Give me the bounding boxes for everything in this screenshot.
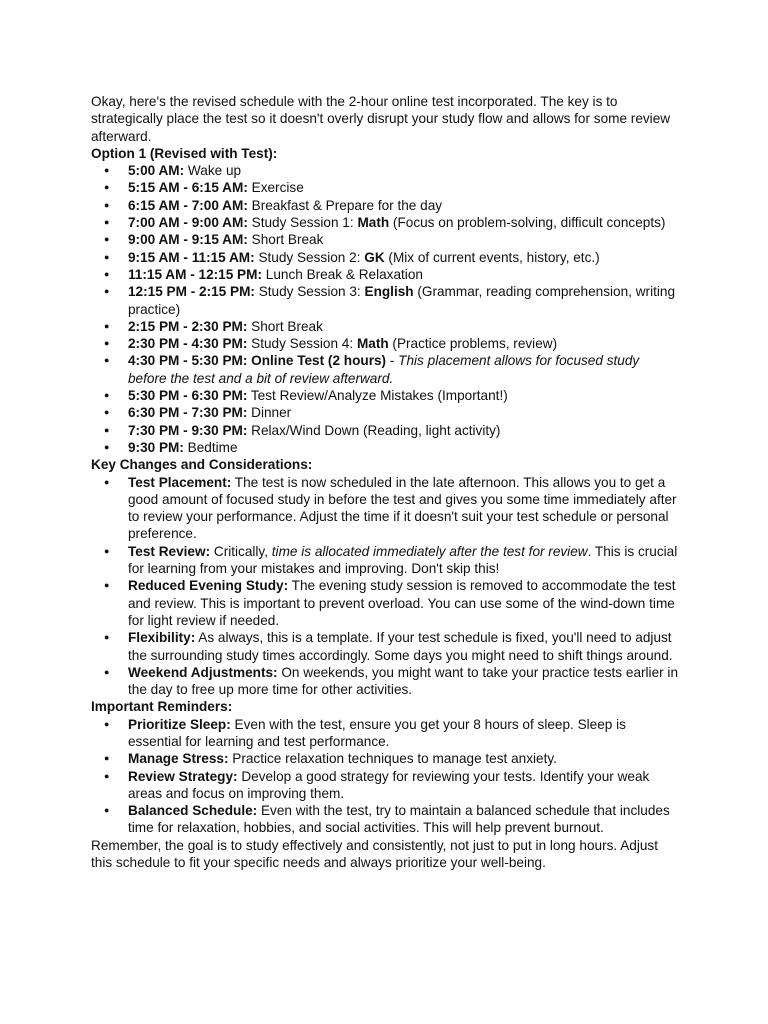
schedule-item-text: - <box>386 353 399 369</box>
reminders-list <box>91 716 681 837</box>
schedule-item-text: Math <box>356 336 389 352</box>
schedule-item-text: Lunch Break & Relaxation <box>261 266 423 282</box>
schedule-item <box>128 249 681 266</box>
change-item-text: Critically, <box>210 543 272 559</box>
schedule-item-text: Bedtime <box>183 439 238 455</box>
change-item-label: Flexibility: <box>128 630 196 646</box>
schedule-item-text: Wake up <box>184 163 242 179</box>
change-item-label: Test Placement: <box>128 474 232 490</box>
schedule-item-label: 4:30 PM - 5:30 PM: <box>128 353 248 369</box>
schedule-item-label: 2:15 PM - 2:30 PM: <box>128 318 248 334</box>
schedule-item-label: 6:30 PM - 7:30 PM: <box>128 405 248 421</box>
schedule-item-text: Dinner <box>247 405 292 421</box>
change-item-label: Reduced Evening Study: <box>128 578 289 594</box>
schedule-item <box>128 214 681 231</box>
schedule-item-label: 11:15 AM - 12:15 PM: <box>128 266 262 282</box>
schedule-item <box>128 352 681 387</box>
reminder-item-text: Even with the test, ensure you get your 8 hours of sleep. Sleep is essential for learning and test performance. <box>128 716 626 749</box>
schedule-item-label: 9:30 PM: <box>128 439 184 455</box>
schedule-item-text: Short Break <box>247 318 323 334</box>
reminder-item-label: Balanced Schedule: <box>128 803 258 819</box>
schedule-item-label: 7:00 AM - 9:00 AM: <box>128 215 248 231</box>
schedule-item <box>128 439 681 456</box>
schedule-item-label: 9:00 AM - 9:15 AM: <box>128 232 248 248</box>
reminder-item <box>128 768 681 803</box>
schedule-item <box>128 231 681 248</box>
change-item <box>128 543 681 578</box>
schedule-item-text: Test Review/Analyze Mistakes (Important!) <box>247 388 508 404</box>
schedule-item-text: This placement allows for focused study before the test and a bit of review afterward. <box>128 353 640 386</box>
schedule-item-text: Breakfast & Prepare for the day <box>247 197 443 213</box>
change-item <box>128 577 681 629</box>
schedule-item-text: (Practice problems, review) <box>388 336 558 352</box>
reminder-item-label: Manage Stress: <box>128 751 229 767</box>
reminder-item <box>128 750 681 767</box>
change-item <box>128 474 681 543</box>
change-item-text: time is allocated immediately after the test for review <box>271 543 588 559</box>
schedule-item-label: 9:15 AM - 11:15 AM: <box>128 249 255 265</box>
schedule-item-text: Math <box>357 215 390 231</box>
schedule-item <box>128 318 681 335</box>
schedule-item-label: 5:30 PM - 6:30 PM: <box>128 388 248 404</box>
reminder-item-text: Even with the test, try to maintain a balanced schedule that includes time for relaxation, hobbies, and social activities. This will help prevent burnout. <box>128 803 670 836</box>
schedule-list <box>91 162 681 456</box>
schedule-item <box>128 404 681 421</box>
change-item-text: . This is crucial for learning from your mistakes and improving. Don't skip this! <box>128 543 678 577</box>
reminders-heading: Important Reminders: <box>91 699 233 715</box>
schedule-item-text: Study Session 3: <box>254 284 365 300</box>
changes-heading: Key Changes and Considerations: <box>91 457 313 473</box>
change-item-text: On weekends, you might want to take your practice tests earlier in the day to free up more time for other activities. <box>128 664 679 698</box>
schedule-item-label: 2:30 PM - 4:30 PM: <box>128 336 248 352</box>
intro-paragraph: Okay, here's the revised schedule with the 2-hour online test incorporated. The key is to strategically place the test so it doesn't overly disrupt your study flow and allows for some review afterward. <box>91 94 671 144</box>
reminder-item-label: Review Strategy: <box>128 768 238 784</box>
schedule-item <box>128 283 681 318</box>
schedule-item-text: Relax/Wind Down (Reading, light activity) <box>247 422 501 438</box>
reminder-item-text: Develop a good strategy for reviewing your tests. Identify your weak areas and focus on improving them. <box>128 768 650 801</box>
reminder-item-text: Practice relaxation techniques to manage test anxiety. <box>228 751 557 767</box>
change-item <box>128 629 681 664</box>
schedule-item-text: (Focus on problem-solving, difficult concepts) <box>389 215 666 231</box>
schedule-item <box>128 266 681 283</box>
schedule-item-text: Short Break <box>247 232 324 248</box>
schedule-item-text: Online Test (2 hours) <box>247 353 387 369</box>
schedule-item-label: 6:15 AM - 7:00 AM: <box>128 197 248 213</box>
reminder-item-label: Prioritize Sleep: <box>128 716 231 732</box>
schedule-item-label: 5:15 AM - 6:15 AM: <box>128 180 248 196</box>
change-item-label: Weekend Adjustments: <box>128 664 278 680</box>
schedule-item <box>128 387 681 404</box>
schedule-item <box>128 162 681 179</box>
changes-list <box>91 474 681 699</box>
schedule-item-text: Study Session 4: <box>247 336 357 352</box>
schedule-item-text: (Mix of current events, history, etc.) <box>384 249 600 265</box>
schedule-item <box>128 335 681 352</box>
schedule-item-text: GK <box>364 249 385 265</box>
closing-paragraph: Remember, the goal is to study effectively and consistently, not just to put in long hours. Adjust this schedule to fit your specific needs and always prioritize your well-being. <box>91 837 658 871</box>
schedule-item-text: (Grammar, reading comprehension, writing practice) <box>128 284 676 317</box>
change-item <box>128 664 681 699</box>
document-page <box>91 93 681 871</box>
change-item-label: Test Review: <box>128 543 211 559</box>
schedule-item-label: 12:15 PM - 2:15 PM: <box>128 284 255 300</box>
schedule-item <box>128 179 681 196</box>
schedule-item-text: Exercise <box>247 180 304 196</box>
option-heading: Option 1 (Revised with Test): <box>91 145 278 161</box>
schedule-item <box>128 422 681 439</box>
schedule-item-label: 7:30 PM - 9:30 PM: <box>128 422 248 438</box>
schedule-item-text: Study Session 1: <box>247 215 358 231</box>
schedule-item <box>128 197 681 214</box>
change-item-text: The evening study session is removed to accommodate the test and review. This is important to prevent overload. You can use some of the wind-down time for light review if needed. <box>128 578 676 628</box>
reminder-item <box>128 802 681 837</box>
schedule-item-text: Study Session 2: <box>254 249 365 265</box>
change-item-text: The test is now scheduled in the late afternoon. This allows you to get a good amount of focused study in before the test and gives you some time immediately after to review your performance. Adjust the time if it doesn't suit your test schedule or personal preference. <box>128 474 677 542</box>
schedule-item-label: 5:00 AM: <box>128 163 185 179</box>
change-item-text: As always, this is a template. If your test schedule is fixed, you'll need to adjust the surrounding study times accordingly. Some days you might need to shift things around. <box>128 630 673 663</box>
reminder-item <box>128 716 681 751</box>
schedule-item-text: English <box>364 284 414 300</box>
